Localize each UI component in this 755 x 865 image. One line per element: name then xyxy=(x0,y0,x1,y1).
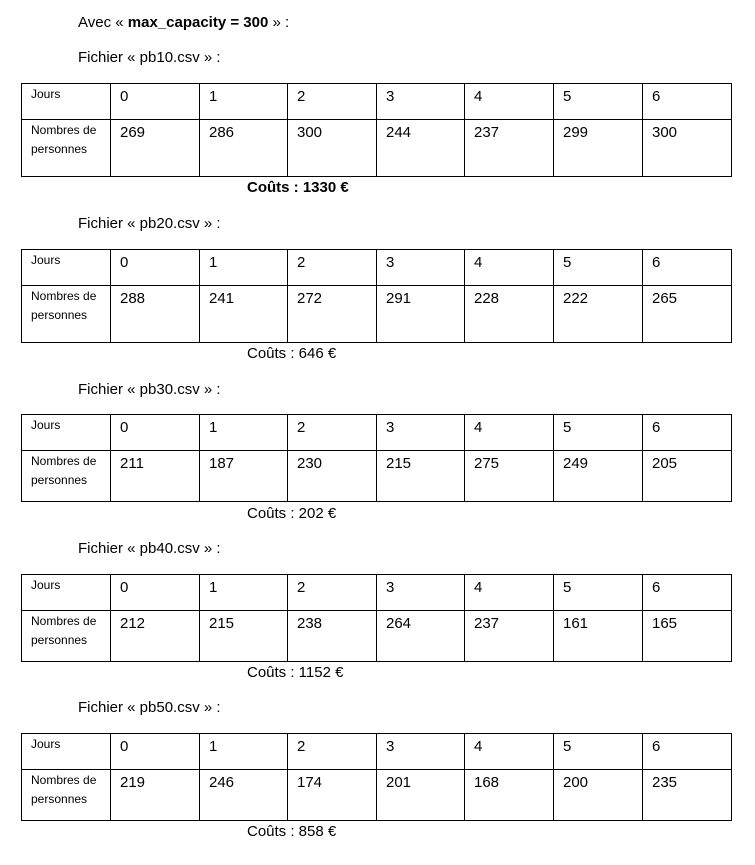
table-row-people xyxy=(22,451,732,502)
people-count-cell: 291 xyxy=(377,286,465,343)
people-count-cell: 212 xyxy=(111,611,200,662)
day-cell: 1 xyxy=(200,575,288,611)
people-count-cell: 272 xyxy=(288,286,377,343)
data-table xyxy=(21,249,732,343)
people-count-cell: 246 xyxy=(200,770,288,821)
intro-suffix: » : xyxy=(268,14,290,31)
people-count-cell: 286 xyxy=(200,120,288,177)
day-cell: 4 xyxy=(465,84,554,120)
day-cell: 6 xyxy=(643,250,732,286)
day-cell: 6 xyxy=(643,734,732,770)
day-cell: 0 xyxy=(111,84,200,120)
people-count-cell: 265 xyxy=(643,286,732,343)
row-header-days: Jours xyxy=(22,575,111,611)
row-header-days: Jours xyxy=(22,84,111,120)
people-count-cell: 165 xyxy=(643,611,732,662)
row-header-people: Nombres de personnes xyxy=(22,451,111,502)
people-count-cell: 228 xyxy=(465,286,554,343)
cost-label: Coûts : 202 € xyxy=(247,505,337,522)
table-row-people xyxy=(22,770,732,821)
row-header-days: Jours xyxy=(22,250,111,286)
people-count-cell: 168 xyxy=(465,770,554,821)
row-header-days: Jours xyxy=(22,415,111,451)
day-cell: 4 xyxy=(465,575,554,611)
day-cell: 5 xyxy=(554,415,643,451)
file-label: Fichier « pb20.csv » : xyxy=(78,215,221,232)
day-cell: 1 xyxy=(200,84,288,120)
day-cell: 5 xyxy=(554,734,643,770)
people-count-cell: 244 xyxy=(377,120,465,177)
intro-parameter: max_capacity = 300 xyxy=(127,14,269,31)
cost-label: Coûts : 1330 € xyxy=(247,179,349,196)
people-count-cell: 288 xyxy=(111,286,200,343)
table-row-days xyxy=(22,84,732,120)
day-cell: 2 xyxy=(288,84,377,120)
table-row-people xyxy=(22,611,732,662)
day-cell: 0 xyxy=(111,250,200,286)
day-cell: 4 xyxy=(465,734,554,770)
file-label: Fichier « pb10.csv » : xyxy=(78,49,221,66)
table-row-days xyxy=(22,575,732,611)
people-count-cell: 205 xyxy=(643,451,732,502)
people-count-cell: 161 xyxy=(554,611,643,662)
row-header-days: Jours xyxy=(22,734,111,770)
day-cell: 2 xyxy=(288,250,377,286)
cost-label: Coûts : 1152 € xyxy=(247,664,344,681)
data-table xyxy=(21,574,732,662)
people-count-cell: 269 xyxy=(111,120,200,177)
day-cell: 5 xyxy=(554,84,643,120)
people-count-cell: 238 xyxy=(288,611,377,662)
table-row-days xyxy=(22,734,732,770)
people-count-cell: 249 xyxy=(554,451,643,502)
file-label: Fichier « pb50.csv » : xyxy=(78,699,221,716)
day-cell: 6 xyxy=(643,415,732,451)
day-cell: 3 xyxy=(377,575,465,611)
day-cell: 0 xyxy=(111,575,200,611)
day-cell: 5 xyxy=(554,250,643,286)
people-count-cell: 299 xyxy=(554,120,643,177)
day-cell: 1 xyxy=(200,415,288,451)
cost-label: Coûts : 646 € xyxy=(247,345,337,362)
people-count-cell: 215 xyxy=(200,611,288,662)
people-count-cell: 237 xyxy=(465,120,554,177)
people-count-cell: 235 xyxy=(643,770,732,821)
people-count-cell: 200 xyxy=(554,770,643,821)
cost-label: Coûts : 858 € xyxy=(247,823,337,840)
intro-prefix: Avec « xyxy=(78,14,128,31)
day-cell: 3 xyxy=(377,415,465,451)
people-count-cell: 219 xyxy=(111,770,200,821)
day-cell: 3 xyxy=(377,84,465,120)
table-row-people xyxy=(22,286,732,343)
day-cell: 4 xyxy=(465,415,554,451)
day-cell: 2 xyxy=(288,734,377,770)
people-count-cell: 187 xyxy=(200,451,288,502)
day-cell: 6 xyxy=(643,84,732,120)
table-row-days xyxy=(22,250,732,286)
day-cell: 0 xyxy=(111,734,200,770)
file-label: Fichier « pb40.csv » : xyxy=(78,540,221,557)
table-row-days xyxy=(22,415,732,451)
day-cell: 2 xyxy=(288,415,377,451)
day-cell: 6 xyxy=(643,575,732,611)
people-count-cell: 300 xyxy=(643,120,732,177)
day-cell: 3 xyxy=(377,734,465,770)
people-count-cell: 230 xyxy=(288,451,377,502)
day-cell: 4 xyxy=(465,250,554,286)
row-header-people: Nombres de personnes xyxy=(22,611,111,662)
day-cell: 0 xyxy=(111,415,200,451)
day-cell: 5 xyxy=(554,575,643,611)
people-count-cell: 201 xyxy=(377,770,465,821)
data-table xyxy=(21,414,732,502)
people-count-cell: 211 xyxy=(111,451,200,502)
people-count-cell: 300 xyxy=(288,120,377,177)
people-count-cell: 264 xyxy=(377,611,465,662)
intro-line xyxy=(78,14,289,32)
file-label: Fichier « pb30.csv » : xyxy=(78,381,221,398)
row-header-people: Nombres de personnes xyxy=(22,120,111,177)
data-table xyxy=(21,83,732,177)
people-count-cell: 237 xyxy=(465,611,554,662)
row-header-people: Nombres de personnes xyxy=(22,770,111,821)
table-row-people xyxy=(22,120,732,177)
people-count-cell: 275 xyxy=(465,451,554,502)
day-cell: 2 xyxy=(288,575,377,611)
data-table xyxy=(21,733,732,821)
day-cell: 3 xyxy=(377,250,465,286)
row-header-people: Nombres de personnes xyxy=(22,286,111,343)
day-cell: 1 xyxy=(200,734,288,770)
people-count-cell: 222 xyxy=(554,286,643,343)
day-cell: 1 xyxy=(200,250,288,286)
people-count-cell: 174 xyxy=(288,770,377,821)
people-count-cell: 241 xyxy=(200,286,288,343)
people-count-cell: 215 xyxy=(377,451,465,502)
